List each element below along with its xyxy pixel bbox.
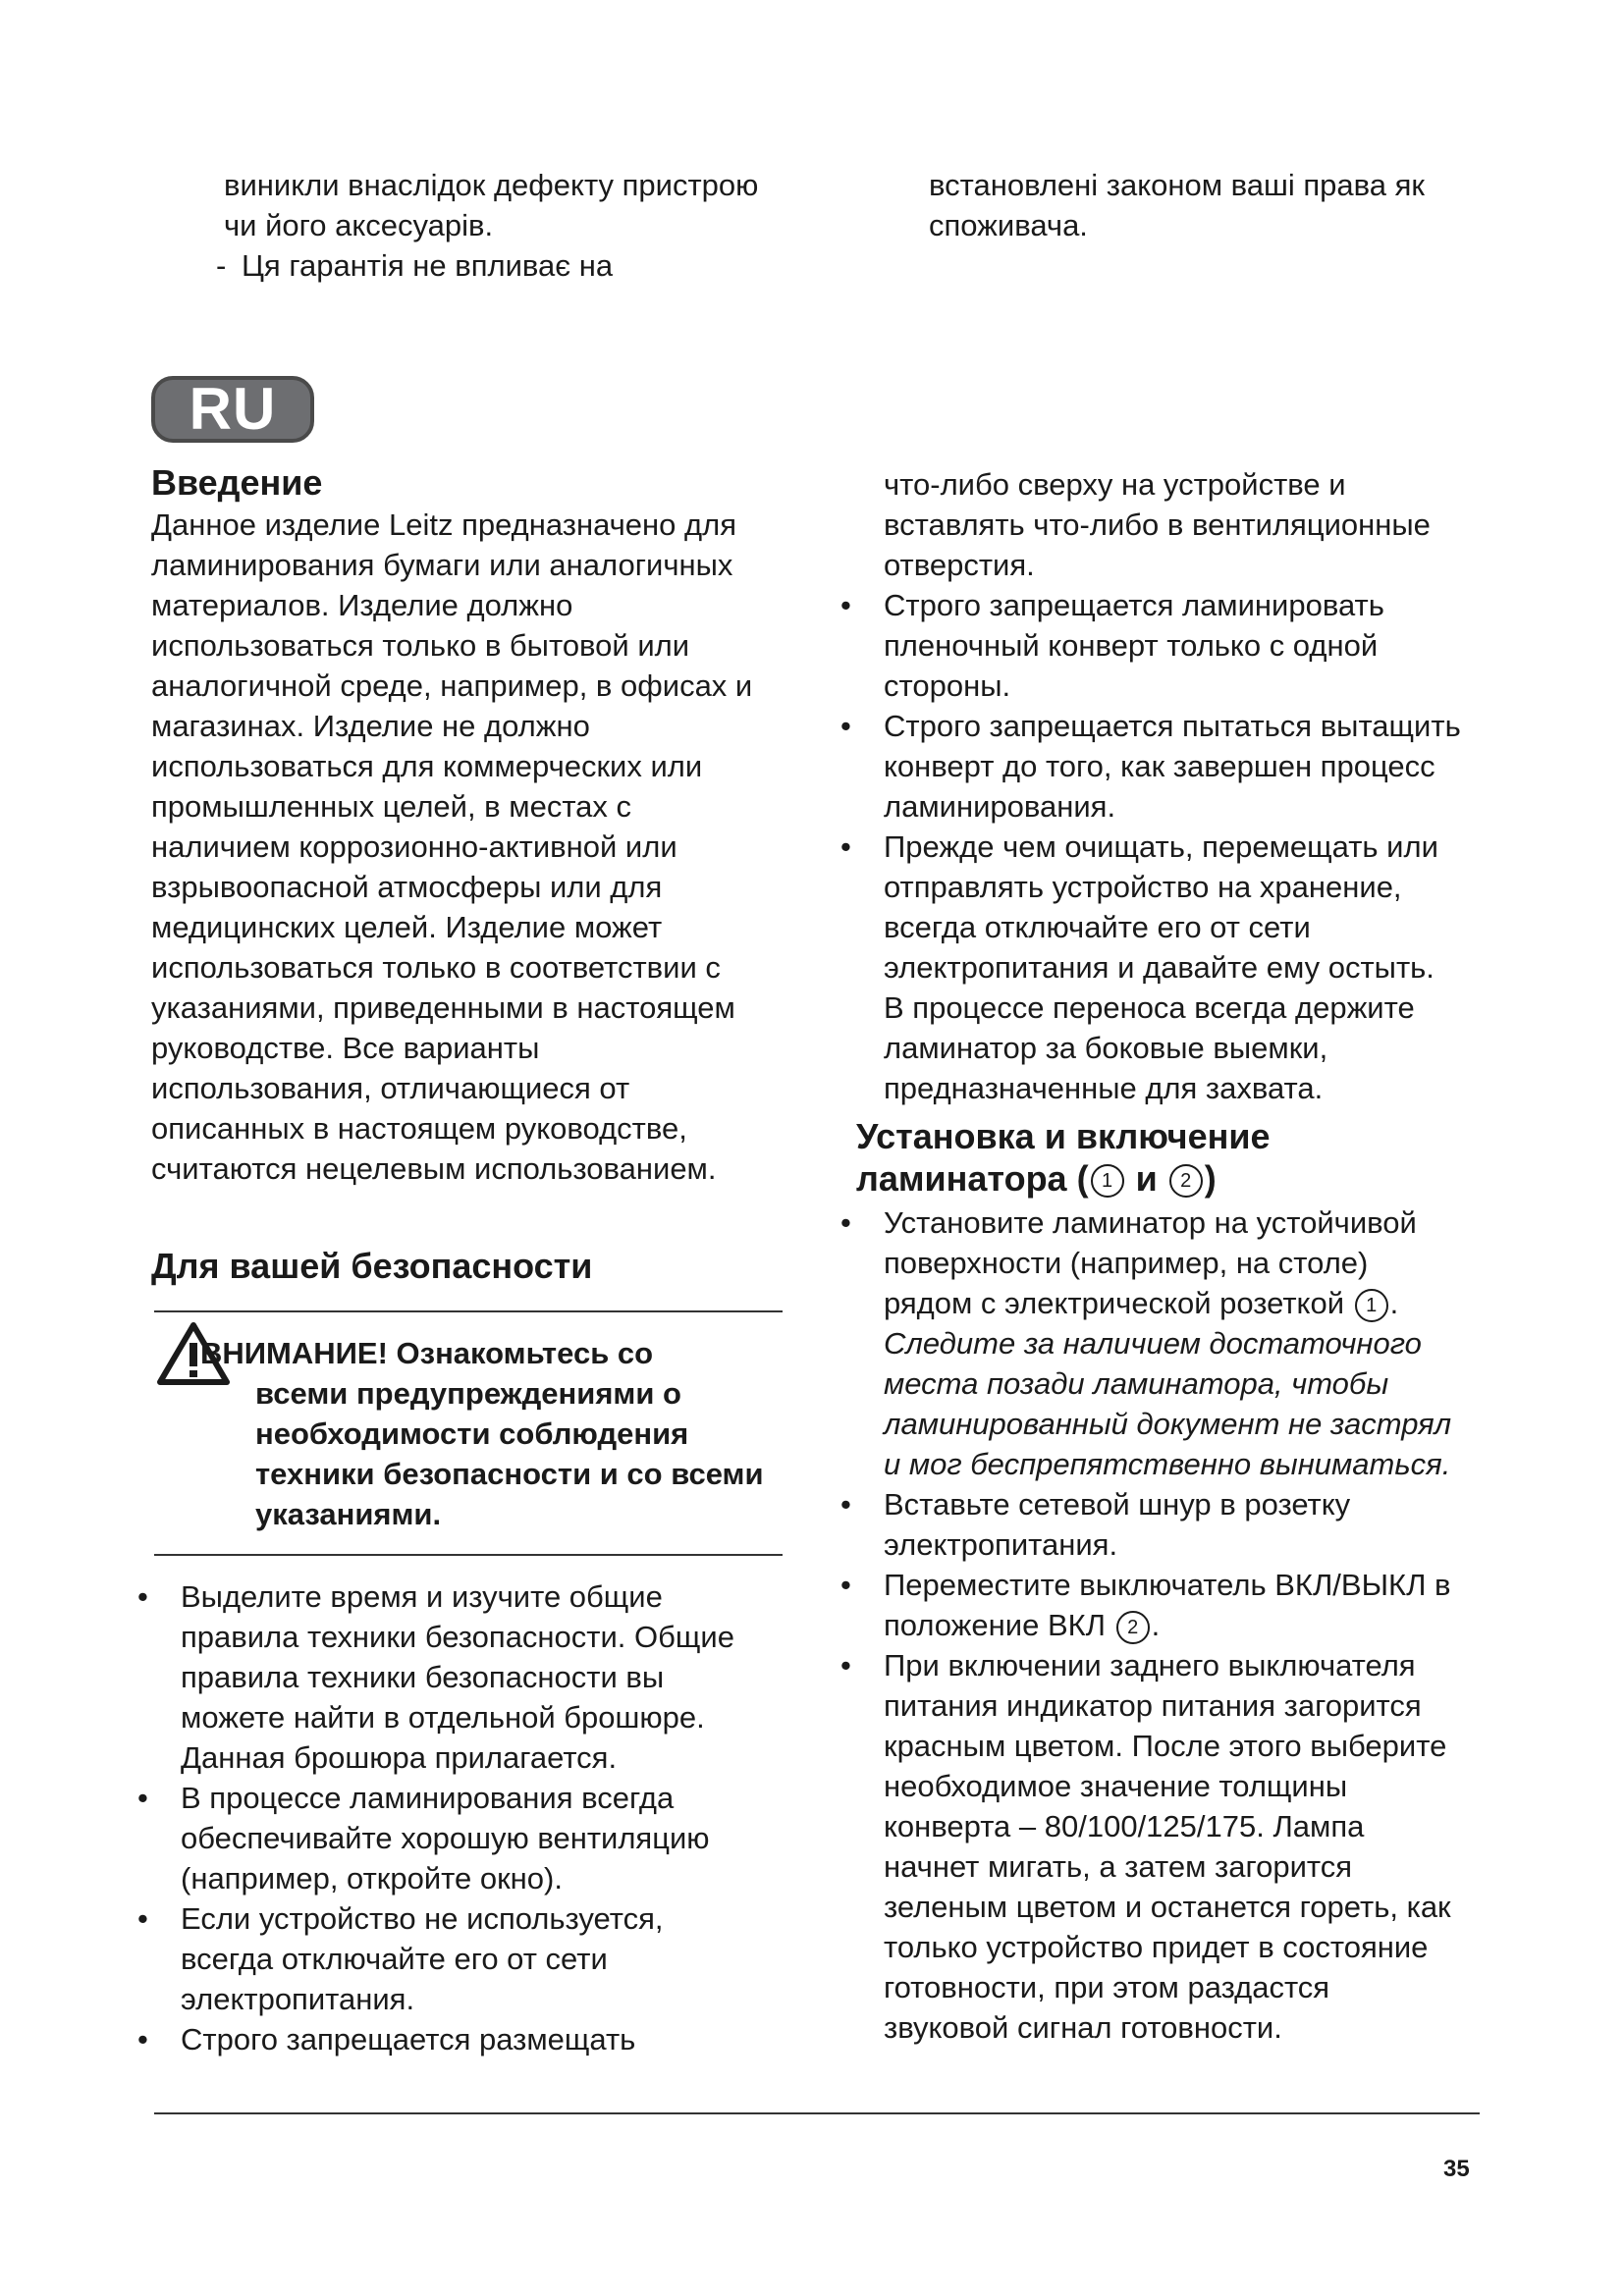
text-line: встановлені законом ваші права як	[929, 168, 1425, 202]
list-item	[840, 1202, 1518, 1484]
text-line: ламинирования.	[884, 789, 1116, 824]
text-line: всеми предупреждениями о	[255, 1376, 681, 1411]
text-line: конверт до того, как завершен процесс	[884, 749, 1435, 783]
text-line: вставлять что-либо в вентиляционные	[884, 507, 1431, 542]
title-text: и	[1125, 1158, 1167, 1199]
text-line: отверстия.	[884, 548, 1035, 582]
text-line: обеспечивайте хорошую вентиляцию	[181, 1821, 710, 1855]
divider	[154, 1310, 783, 1312]
text-line: питания индикатор питания загорится	[884, 1688, 1422, 1723]
text-line: использоваться только в соответствии с	[151, 950, 721, 985]
text-line: зеленым цветом и останется гореть, как	[884, 1890, 1451, 1924]
page-number: 35	[1443, 2156, 1470, 2182]
text-line: • Переместите выключатель ВКЛ/ВЫКЛ в	[884, 1568, 1451, 1602]
text-line: виникли внаслідок дефекту пристрою	[224, 168, 759, 202]
list-item	[840, 1484, 1518, 1565]
text-line: • Строго запрещается пытаться вытащить	[884, 709, 1461, 743]
text-line: начнет мигать, а затем загорится	[884, 1849, 1353, 1884]
text-line: ВНИМАНИЕ! Ознакомьтесь со	[200, 1336, 654, 1370]
text-line: • Выделите время и изучите общие	[181, 1579, 663, 1614]
text-line: электропитания.	[181, 1982, 415, 2016]
install-title-line: Установка и включение	[856, 1116, 1271, 1156]
list-item	[137, 1898, 805, 2019]
text-line: что-либо сверху на устройстве и	[884, 467, 1346, 502]
text-line: наличием коррозионно-активной или	[151, 829, 677, 864]
note-line: Следите за наличием достаточного	[884, 1326, 1422, 1361]
text-line: предназначенные для захвата.	[884, 1071, 1324, 1105]
text-line	[884, 1605, 1518, 1645]
list-item	[137, 1778, 805, 1898]
list-item	[840, 827, 1508, 1108]
text-line: ламинирования бумаги или аналогичных	[151, 548, 733, 582]
circled-2-icon: 2	[1169, 1164, 1203, 1198]
text-line: электропитания.	[884, 1527, 1118, 1562]
text-line: указаниями.	[255, 1497, 442, 1531]
text-span: положение ВКЛ	[884, 1608, 1114, 1642]
note-line: ламинированный документ не застрял	[884, 1407, 1452, 1441]
list-item	[840, 585, 1508, 706]
text-line: красным цветом. После этого выберите	[884, 1729, 1447, 1763]
circled-1-icon: 1	[1355, 1289, 1388, 1322]
text-line: только устройство придет в состояние	[884, 1930, 1429, 1964]
footer-divider	[154, 2112, 1480, 2114]
note-line: и мог беспрепятственно выниматься.	[884, 1447, 1451, 1481]
text-line: • Строго запрещается ламинировать	[884, 588, 1384, 622]
title-text: ламинатора (	[856, 1158, 1089, 1199]
text-line: • Вставьте сетевой шнур в розетку	[884, 1487, 1351, 1522]
text-line: электропитания и давайте ему остыть.	[884, 950, 1435, 985]
divider	[154, 1554, 783, 1556]
text-line: • В процессе ламинирования всегда	[181, 1781, 675, 1815]
text-line: можете найти в отдельной брошюре.	[181, 1700, 705, 1735]
safety-title: Для вашей безопасности	[151, 1246, 593, 1286]
text-line: конверта – 80/100/125/175. Лампа	[884, 1809, 1365, 1843]
text-line: указаниями, приведенными в настоящем	[151, 990, 735, 1025]
title-text: )	[1204, 1158, 1217, 1199]
text-line: всегда отключайте его от сети	[884, 910, 1311, 944]
text-line: всегда отключайте его от сети	[181, 1942, 608, 1976]
safety-bullets	[137, 1576, 805, 2059]
text-line: чи його аксесуарів.	[224, 208, 494, 242]
text-line: промышленных целей, в местах с	[151, 789, 632, 824]
text-span: .	[1389, 1286, 1399, 1320]
top-right-text	[929, 165, 1538, 245]
right-column-text	[840, 464, 1508, 1108]
language-badge: RU	[151, 376, 314, 443]
install-title	[856, 1115, 1271, 1200]
text-line: техники безопасности и со всеми	[255, 1457, 764, 1491]
continued-item	[840, 464, 1508, 585]
list-item	[137, 2019, 805, 2059]
text-line	[884, 1283, 1518, 1323]
text-line: использования, отличающиеся от	[151, 1071, 630, 1105]
text-line: медицинских целей. Изделие может	[151, 910, 663, 944]
text-line: • При включении заднего выключателя	[884, 1648, 1416, 1682]
text-line: материалов. Изделие должно	[151, 588, 573, 622]
text-line: ламинатор за боковые выемки,	[884, 1031, 1328, 1065]
text-line: пленочный конверт только с одной	[884, 628, 1379, 663]
text-line: • Прежде чем очищать, перемещать или	[884, 829, 1438, 864]
text-line: готовности, при этом раздастся	[884, 1970, 1330, 2004]
text-line: Данная брошюра прилагается.	[181, 1740, 618, 1775]
text-line: описанных в настоящем руководстве,	[151, 1111, 687, 1146]
dash-item: - Ця гарантія не впливає на	[208, 245, 1624, 286]
list-item	[137, 1576, 805, 1778]
text-line: • Строго запрещается размещать	[181, 2022, 636, 2056]
list-item	[840, 706, 1508, 827]
note-line: места позади ламинатора, чтобы	[884, 1366, 1389, 1401]
text-span: .	[1151, 1608, 1161, 1642]
warning-text	[200, 1333, 789, 1534]
circled-2-icon: 2	[1116, 1611, 1150, 1644]
list-item	[840, 1645, 1518, 2048]
list-item	[840, 1565, 1518, 1645]
text-line: Данное изделие Leitz предназначено для	[151, 507, 736, 542]
text-line: считаются нецелевым использованием.	[151, 1151, 717, 1186]
circled-1-icon: 1	[1091, 1164, 1124, 1198]
text-line: • Если устройство не используется,	[181, 1901, 664, 1936]
text-line: звуковой сигнал готовности.	[884, 2010, 1282, 2045]
text-line: аналогичной среде, например, в офисах и	[151, 668, 753, 703]
text-span: рядом с электрической розеткой	[884, 1286, 1353, 1320]
text-line: (например, откройте окно).	[181, 1861, 563, 1896]
text-line: магазинах. Изделие не должно	[151, 709, 590, 743]
text-line: стороны.	[884, 668, 1011, 703]
text-line: использоваться для коммерческих или	[151, 749, 703, 783]
intro-title: Введение	[151, 462, 323, 503]
text-line: В процессе переноса всегда держите	[884, 990, 1415, 1025]
intro-text	[151, 505, 789, 1189]
text-line: необходимое значение толщины	[884, 1769, 1348, 1803]
text-line: необходимости соблюдения	[255, 1416, 689, 1451]
text-line: взрывоопасной атмосферы или для	[151, 870, 663, 904]
text-line: • Установите ламинатор на устойчивой	[884, 1205, 1417, 1240]
text-line: правила техники безопасности вы	[181, 1660, 665, 1694]
text-line: отправлять устройство на хранение,	[884, 870, 1402, 904]
install-bullets	[840, 1202, 1518, 2048]
text-line: использоваться только в бытовой или	[151, 628, 690, 663]
text-line: правила техники безопасности. Общие	[181, 1620, 734, 1654]
text-line: споживача.	[929, 208, 1088, 242]
install-title-line	[856, 1157, 1271, 1200]
text-line: поверхности (например, на столе)	[884, 1246, 1369, 1280]
text-line: руководстве. Все варианты	[151, 1031, 540, 1065]
top-left-text	[224, 165, 833, 245]
